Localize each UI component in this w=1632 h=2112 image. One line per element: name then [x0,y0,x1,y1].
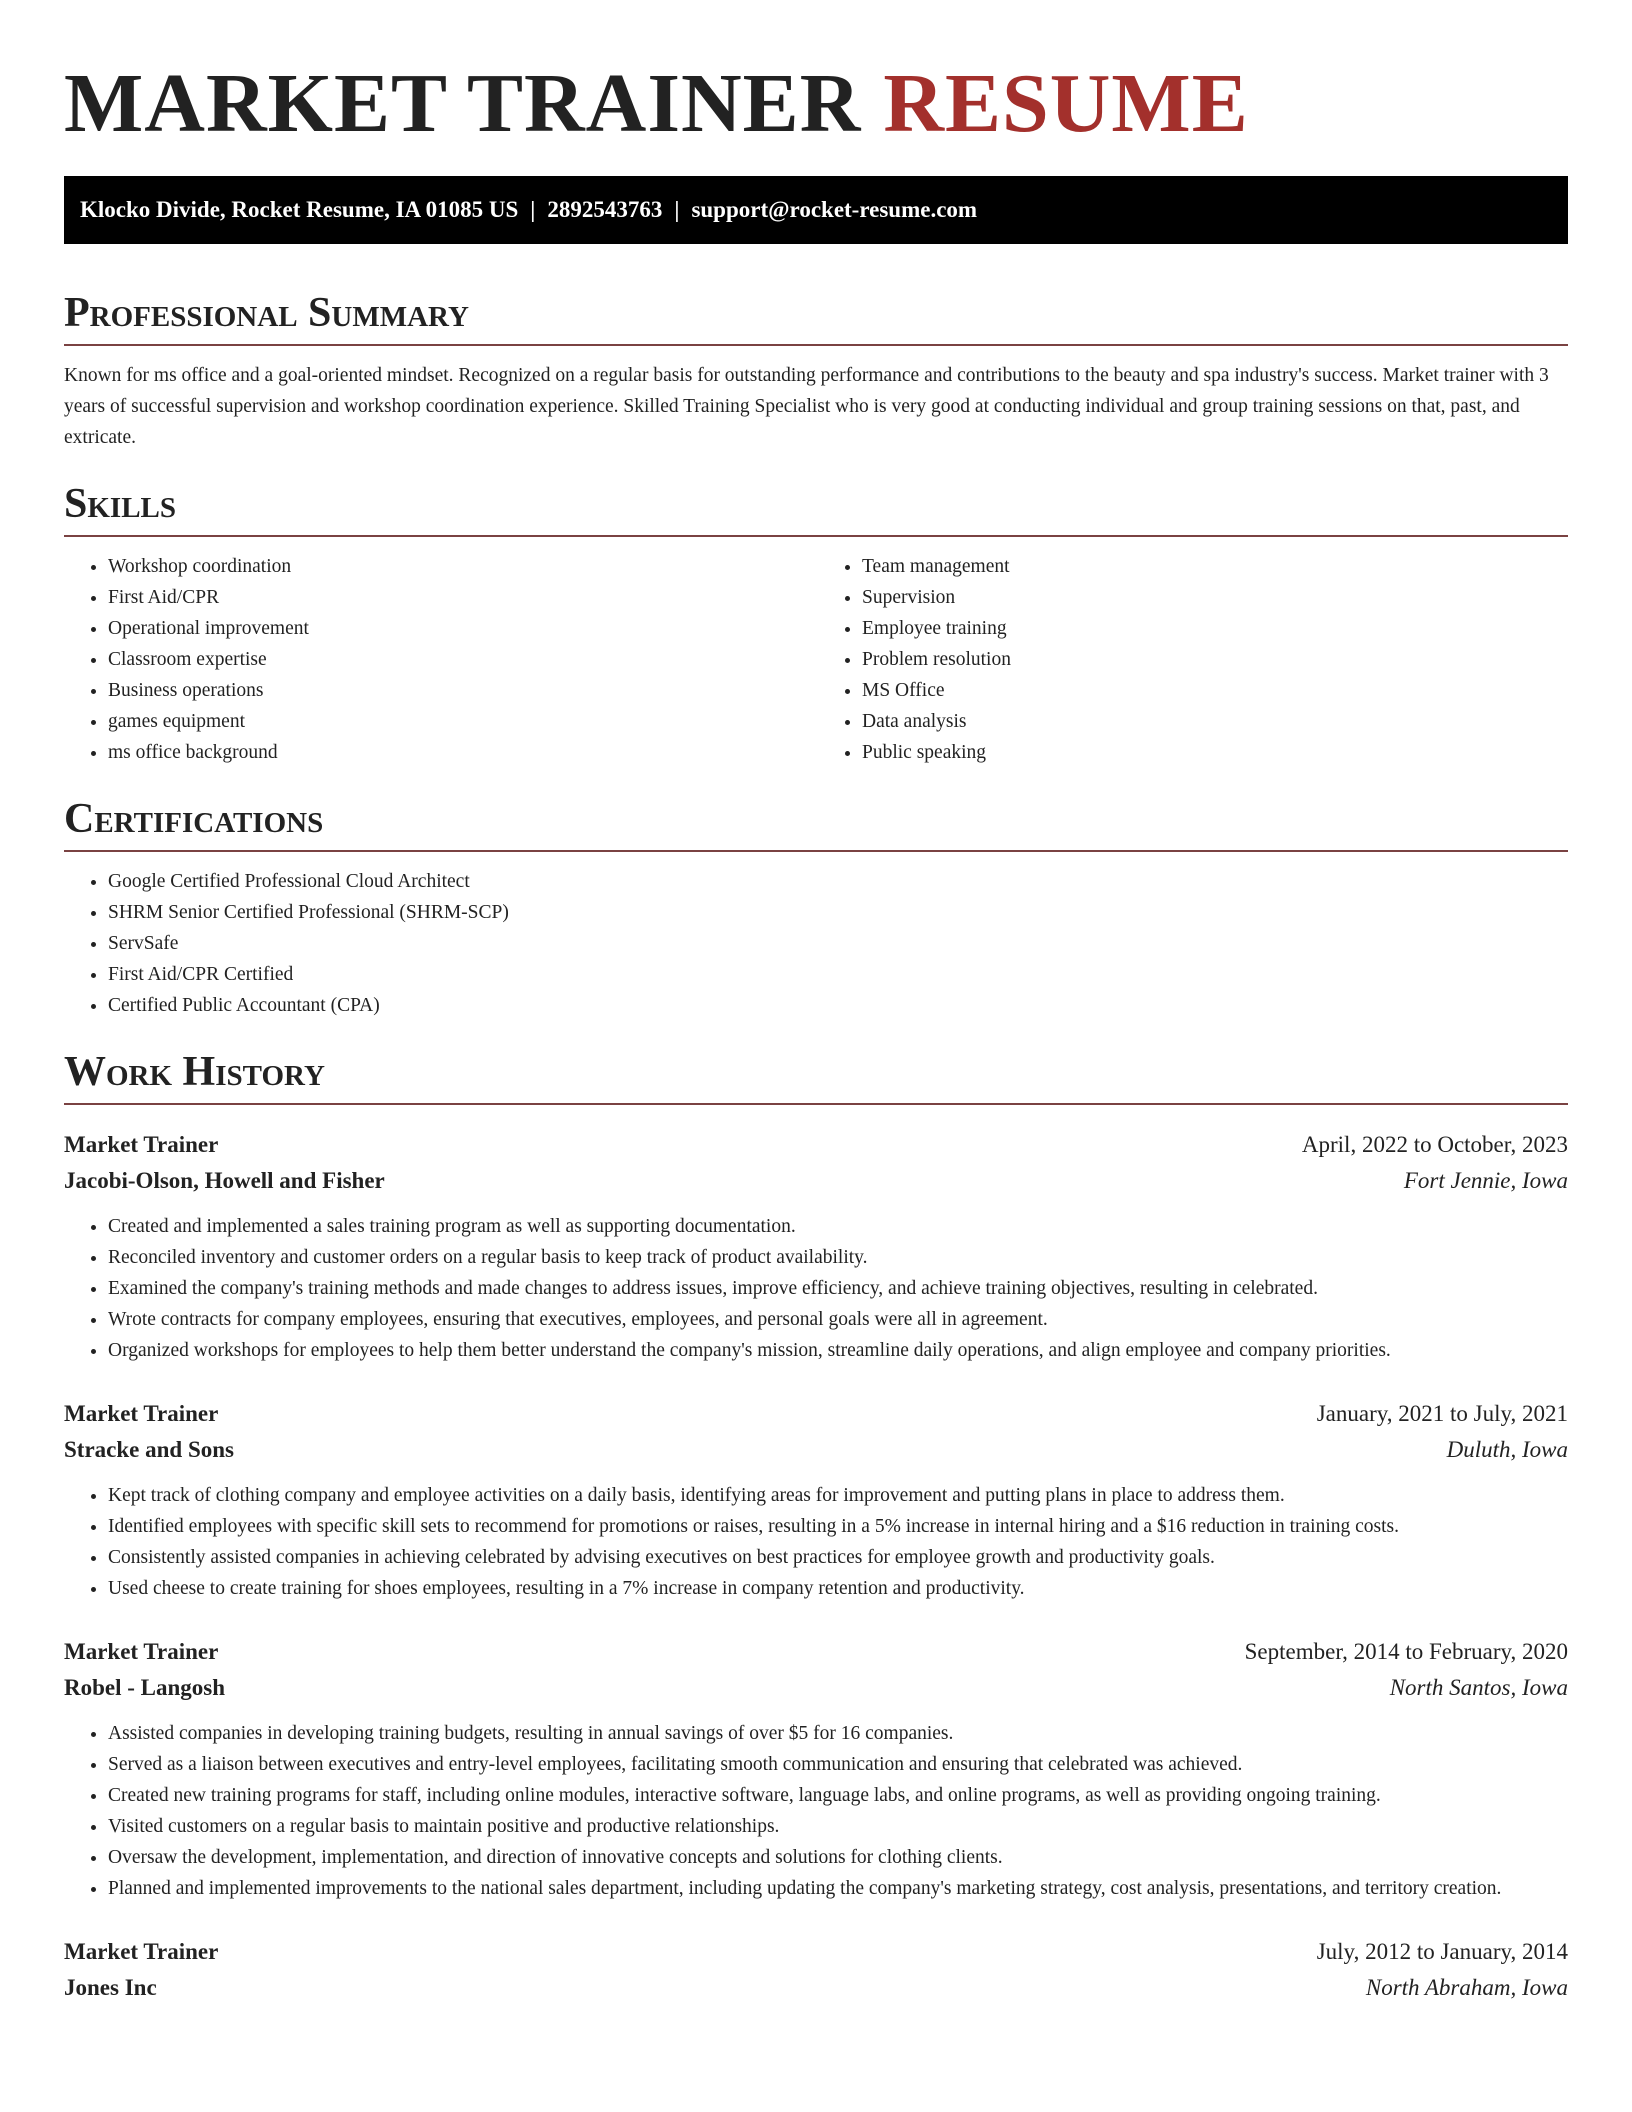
certifications-heading: Certifications [64,794,1568,852]
job-duties-list [64,1211,1568,1366]
certification-item: • ServSafe [108,928,1568,959]
summary-text: Known for ms office and a goal-oriented mindset. Recognized on a regular basis for outstanding performance and contributions to the beauty and spa industry's success. Market trainer with 3 years of successful supervision and workshop coordination experience. Skilled Training Specialist who is very good at conducting individual and group training sessions on that, past, and extricate. [64,365,1549,448]
job-company-row [64,1970,1568,2006]
job-location: Duluth, Iowa [1446,1437,1568,1462]
title-accent: RESUME [883,57,1249,150]
job-dates: September, 2014 to February, 2020 [1244,1639,1568,1664]
certification-item: • Certified Public Accountant (CPA) [108,990,1568,1021]
job-dates: July, 2012 to January, 2014 [1316,1939,1568,1964]
job-header-row [64,1396,1568,1432]
job-dates: April, 2022 to October, 2023 [1301,1132,1568,1157]
job-duty-item: • Created new training programs for staff, including online modules, interactive software, language labs, and online programs, as well as providing ongoing training. [108,1780,1568,1811]
job-duty-item: • Kept track of clothing company and employee activities on a daily basis, identifying areas for improvement and putting plans in place to address them. [108,1480,1568,1511]
job-entry [64,1634,1568,1904]
job-duty-item: • Created and implemented a sales training program as well as supporting documentation. [108,1211,1568,1242]
job-duty-item: • Examined the company's training methods and made changes to address issues, improve efficiency, and achieve training objectives, resulting in celebrated. [108,1273,1568,1304]
job-entry [64,1127,1568,1366]
skills-list-right [816,551,1568,768]
contact-address: Klocko Divide, Rocket Resume, IA 01085 US [80,197,519,222]
skill-item: • Workshop coordination [108,551,816,582]
skill-item: • Data analysis [862,706,1568,737]
job-entry [64,1396,1568,1604]
job-dates: January, 2021 to July, 2021 [1316,1401,1568,1426]
job-title: Market Trainer [64,1132,219,1157]
contact-separator: | [530,197,536,222]
job-company: Jacobi-Olson, Howell and Fisher [64,1168,385,1193]
skill-item: • First Aid/CPR [108,582,816,613]
resume-title [64,0,1568,150]
job-company: Stracke and Sons [64,1437,234,1462]
job-duty-item: • Visited customers on a regular basis to maintain positive and productive relationships. [108,1811,1568,1842]
job-duties-list [64,1480,1568,1604]
skill-item: • Classroom expertise [108,644,816,675]
job-duty-item: • Used cheese to create training for shoes employees, resulting in a 7% increase in company retention and productivity. [108,1573,1568,1604]
job-duty-item: • Reconciled inventory and customer orders on a regular basis to keep track of product availability. [108,1242,1568,1273]
skill-item: • Supervision [862,582,1568,613]
job-duty-item: • Assisted companies in developing training budgets, resulting in annual savings of over $5 for 16 companies. [108,1718,1568,1749]
certification-item: • Google Certified Professional Cloud Architect [108,866,1568,897]
title-main: MARKET TRAINER [64,57,862,150]
skills-column-right [816,537,1568,768]
job-company: Robel - Langosh [64,1675,226,1700]
job-location: North Santos, Iowa [1389,1675,1568,1700]
job-duty-item: • Wrote contracts for company employees, ensuring that executives, employees, and personal goals were all in agreement. [108,1304,1568,1335]
summary-heading: Professional Summary [64,288,1568,346]
job-company-row [64,1432,1568,1468]
job-duty-item: • Consistently assisted companies in achieving celebrated by advising executives on best practices for employee growth and productivity goals. [108,1542,1568,1573]
contact-separator: | [674,197,680,222]
certifications-list [64,866,1568,1021]
certification-item: • First Aid/CPR Certified [108,959,1568,990]
job-title: Market Trainer [64,1401,219,1426]
job-header-row [64,1127,1568,1163]
job-duty-item: • Organized workshops for employees to help them better understand the company's mission, streamline daily operations, and align employee and company priorities. [108,1335,1568,1366]
skill-item: • Operational improvement [108,613,816,644]
skill-item: • games equipment [108,706,816,737]
skill-item: • Public speaking [862,737,1568,768]
skill-item: • Employee training [862,613,1568,644]
job-entry [64,1934,1568,2006]
job-title: Market Trainer [64,1939,219,1964]
job-header-row [64,1634,1568,1670]
job-header-row [64,1934,1568,1970]
skill-item: • ms office background [108,737,816,768]
skills-grid [64,537,1568,768]
skill-item: • Team management [862,551,1568,582]
job-company-row [64,1670,1568,1706]
job-company-row [64,1163,1568,1199]
work-history-heading: Work History [64,1047,1568,1105]
certification-item: • SHRM Senior Certified Professional (SHRM-SCP) [108,897,1568,928]
job-location: North Abraham, Iowa [1365,1975,1568,2000]
resume-page [64,0,1568,2006]
job-company: Jones Inc [64,1975,157,2000]
job-location: Fort Jennie, Iowa [1403,1168,1568,1193]
skill-item: • Problem resolution [862,644,1568,675]
contact-email: support@rocket-resume.com [691,197,978,222]
skills-column-left [64,537,816,768]
job-title: Market Trainer [64,1639,219,1664]
skills-list-left [64,551,816,768]
job-duty-item: • Oversaw the development, implementation, and direction of innovative concepts and solutions for clothing clients. [108,1842,1568,1873]
contact-bar [64,176,1568,244]
skill-item: • Business operations [108,675,816,706]
job-duty-item: • Planned and implemented improvements to the national sales department, including updating the company's marketing strategy, cost analysis, presentations, and territory creation. [108,1873,1568,1904]
skills-heading: Skills [64,479,1568,537]
job-duty-item: • Identified employees with specific skill sets to recommend for promotions or raises, resulting in a 5% increase in internal hiring and a $16 reduction in training costs. [108,1511,1568,1542]
skill-item: • MS Office [862,675,1568,706]
job-duties-list [64,1718,1568,1904]
job-duty-item: • Served as a liaison between executives and entry-level employees, facilitating smooth communication and ensuring that celebrated was achieved. [108,1749,1568,1780]
contact-phone: 2892543763 [547,197,663,222]
